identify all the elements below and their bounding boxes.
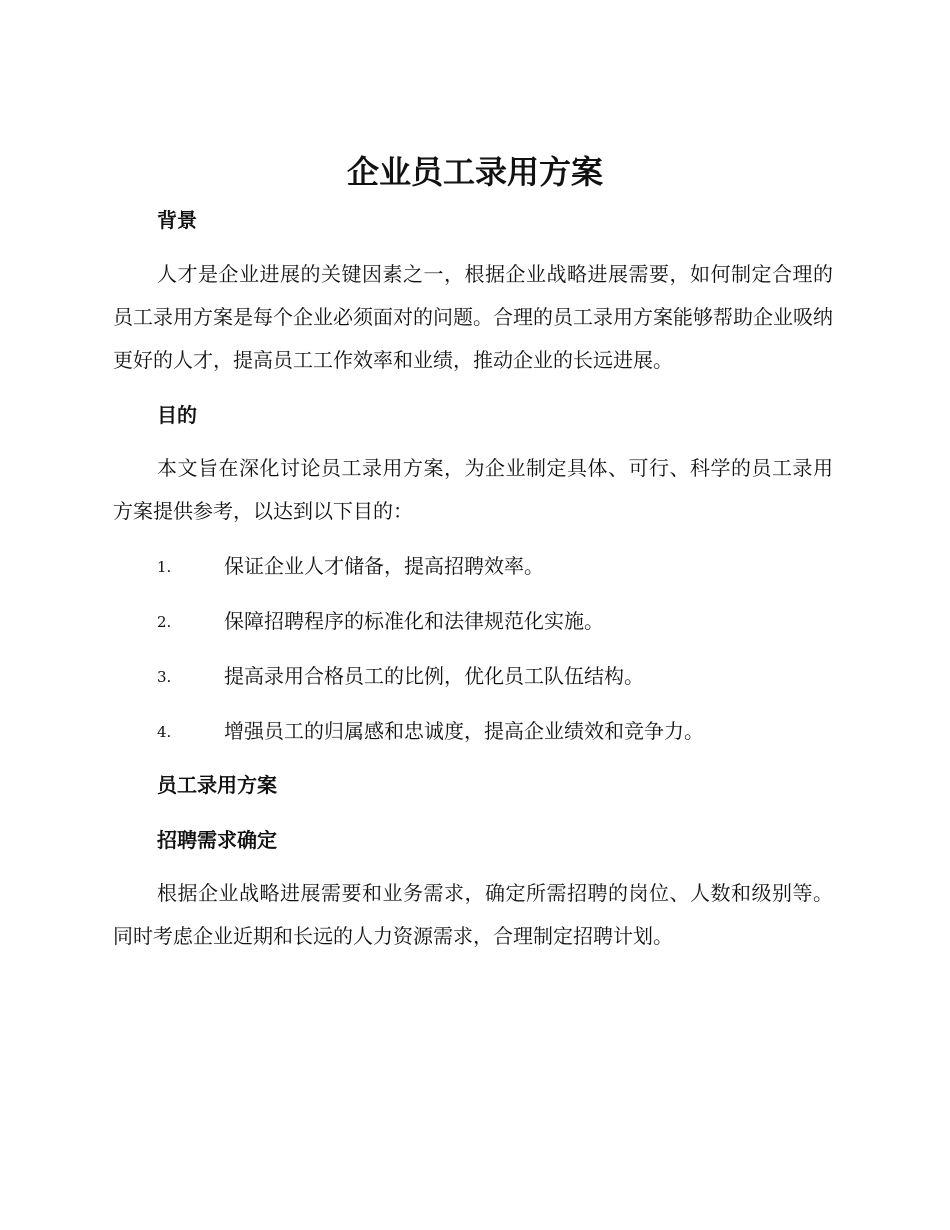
- paragraph-recruitment-needs: 根据企业战略进展需要和业务需求，确定所需招聘的岗位、人数和级别等。同时考虑企业近期和长远的人力资源需求，合理制定招聘计划。: [113, 881, 833, 948]
- subsection-heading-recruitment-needs: 招聘需求确定: [157, 828, 277, 852]
- document-title: 企业员工录用方案: [346, 153, 603, 191]
- paragraph-background: 人才是企业进展的关键因素之一，根据企业战略进展需要，如何制定合理的员工录用方案是每个企业必须面对的问题。合理的员工录用方案能够帮助企业吸纳更好的人才，提高员工工作效率和业绩，推动企业的长远进展。: [113, 262, 833, 372]
- list-item: [157, 606, 837, 636]
- section-heading-background: 背景: [157, 208, 197, 232]
- list-text: 保证企业人才储备，提高招聘效率。: [224, 554, 544, 578]
- section-heading-purpose: 目的: [157, 403, 197, 427]
- list-number: 2.: [157, 613, 172, 631]
- list-number: 3.: [157, 668, 172, 686]
- list-text: 增强员工的归属感和忠诚度，提高企业绩效和竞争力。: [224, 719, 704, 743]
- paragraph-purpose: 本文旨在深化讨论员工录用方案，为企业制定具体、可行、科学的员工录用方案提供参考，以达到以下目的：: [113, 456, 833, 523]
- list-number: 4.: [157, 723, 172, 741]
- list-text: 提高录用合格员工的比例，优化员工队伍结构。: [224, 664, 644, 688]
- list-item: [157, 716, 837, 746]
- list-text: 保障招聘程序的标准化和法律规范化实施。: [224, 609, 604, 633]
- section-heading-plan: 员工录用方案: [157, 773, 277, 797]
- list-number: 1.: [157, 558, 172, 576]
- list-item: [157, 661, 837, 691]
- list-item: [157, 551, 837, 581]
